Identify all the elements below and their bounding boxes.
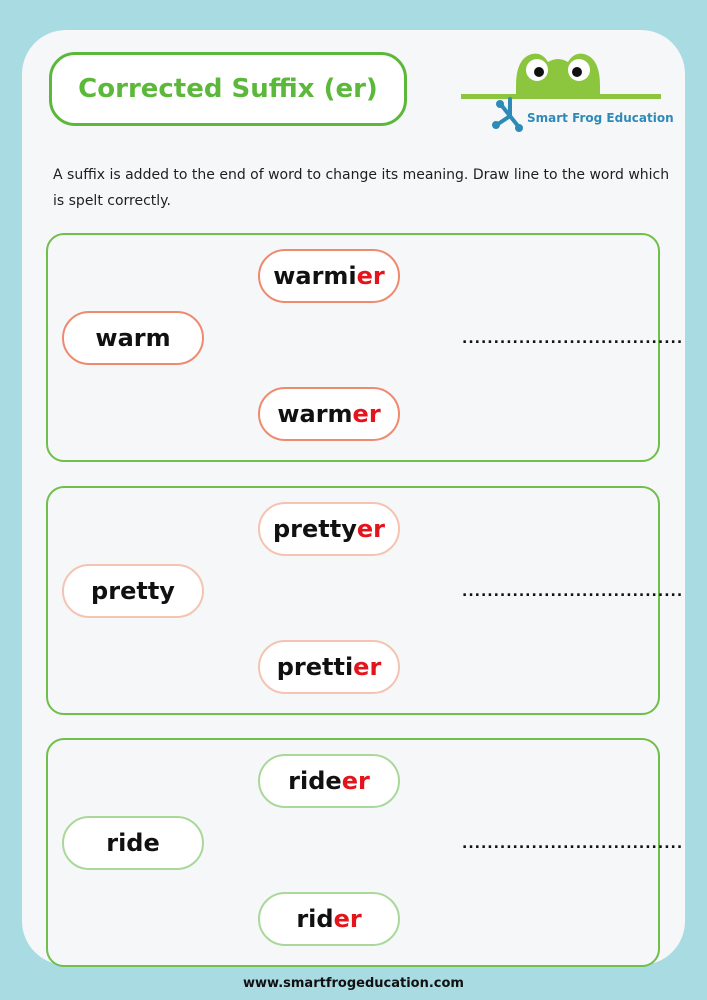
page-title: Corrected Suffix (er) — [78, 74, 378, 104]
base-word-pill[interactable] — [62, 564, 204, 618]
option-top-pill[interactable] — [258, 502, 400, 556]
base-word-pill[interactable] — [62, 311, 204, 365]
option-suffix: er — [341, 767, 370, 795]
frog-logo-icon — [458, 40, 668, 140]
option-suffix: er — [353, 653, 382, 681]
option-suffix: er — [356, 515, 385, 543]
instructions-text: A suffix is added to the end of word to change its meaning. Draw line to the word which is spelt correctly. — [53, 167, 670, 209]
option-stem: pretti — [276, 653, 354, 681]
option-suffix: er — [352, 400, 381, 428]
option-suffix: er — [333, 905, 362, 933]
option-stem: pretty — [272, 515, 357, 543]
base-word-pill[interactable] — [62, 816, 204, 870]
title-box — [49, 52, 407, 126]
option-top-pill[interactable] — [258, 754, 400, 808]
base-word: ride — [106, 829, 160, 857]
answer-line[interactable]: ................................... — [462, 331, 684, 347]
option-stem: rid — [296, 905, 334, 933]
base-word: pretty — [91, 577, 175, 605]
footer-url[interactable]: www.smartfrogeducation.com — [243, 976, 464, 991]
option-bottom-pill[interactable] — [258, 387, 400, 441]
answer-line[interactable]: ................................... — [462, 584, 684, 600]
option-top-pill[interactable] — [258, 249, 400, 303]
base-word: warm — [95, 324, 171, 352]
option-bottom-pill[interactable] — [258, 892, 400, 946]
option-stem: warmi — [273, 262, 357, 290]
exercise-panel-3 — [46, 738, 684, 967]
option-suffix: er — [356, 262, 385, 290]
option-stem: warm — [277, 400, 353, 428]
answer-line[interactable]: ................................... — [462, 836, 684, 852]
exercise-panel-1 — [46, 233, 684, 462]
option-stem: ride — [288, 767, 342, 795]
exercise-panel-2 — [46, 486, 684, 715]
option-bottom-pill[interactable] — [258, 640, 400, 694]
brand-name: Smart Frog Education — [527, 111, 674, 125]
